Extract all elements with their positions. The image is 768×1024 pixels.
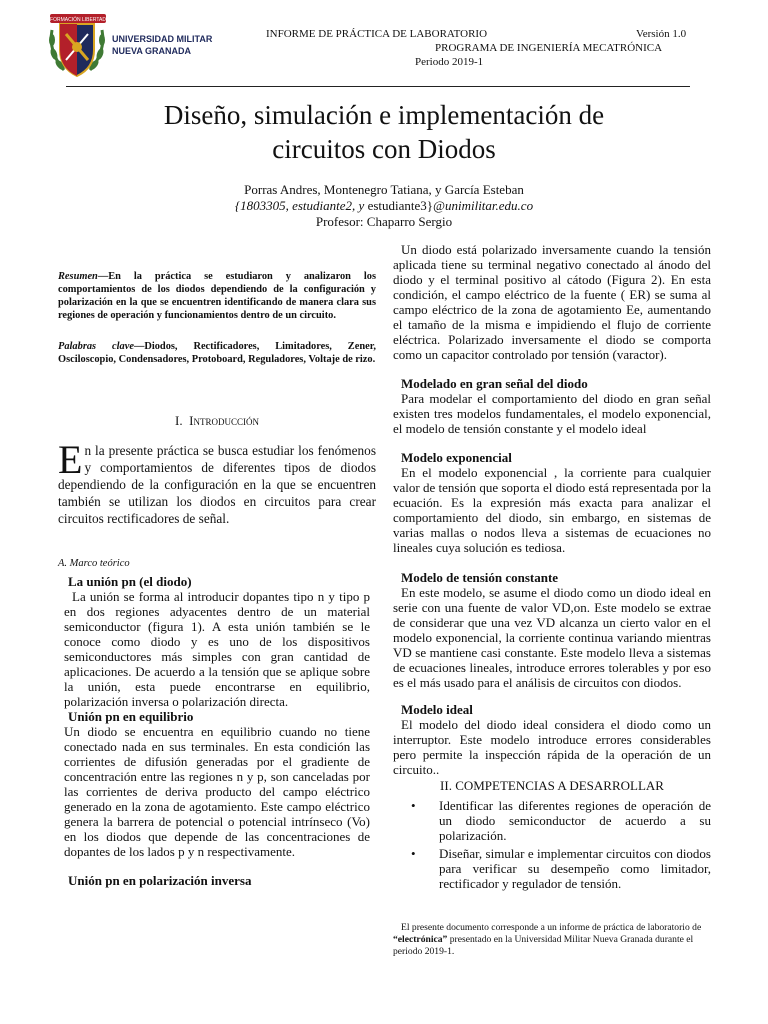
paper-title (60, 98, 708, 166)
exponential-block (393, 450, 711, 555)
intro-text: n la presente práctica se busca estudiar los fenómenos y comportamientos de diferentes tipos de diodos dependiendo de la configuración en la que se encuentren también se utilizan los diodos en circuitos para crear circuitos rectificadores de señal. (58, 443, 376, 526)
large-signal-block (393, 376, 711, 436)
bullet-icon: • (411, 798, 416, 813)
keywords-text: —Diodos, Rectificadores, Limitadores, Zener, Osciloscopio, Condensadores, Protoboard, Reguladores, Voltaje de rizo. (58, 341, 376, 365)
exponential-text: En el modelo exponencial , la corriente para cualquier valor de tensión que soporta el diodo está representada por la ecuación. Es la expresión más exacta para analizar el comportamiento del diodo, sin embargo, en sistemas de varias mallas o nodos lleva a sistemas de ecuaciones no lineales cuya solución es tediosa. (393, 465, 711, 555)
program-name: PROGRAMA DE INGENIERÍA MECATRÓNICA (435, 42, 663, 54)
logo-text-university: UNIVERSIDAD MILITAR (112, 34, 213, 44)
competency-item (393, 798, 711, 843)
abstract-text: —En la práctica se estudiaron y analizaron los comportamientos de los diodos dependiendo de la configuración y polarización en la que se encuentren identificando de manera clara sus regiones de operación y funcionamientos dentro de un circuito. (58, 271, 376, 321)
intro-paragraph (58, 437, 376, 527)
competency-text: Identificar las diferentes regiones de operación de un diodo semiconductor de acuerdo a su polarización. (439, 798, 711, 843)
section-title: Introducción (189, 413, 259, 428)
logo-banner-text: FORMACIÓN LIBERTAD (50, 17, 106, 23)
period: Periodo 2019-1 (415, 56, 484, 68)
equilibrium-text: Un diodo se encuentra en equilibrio cuando no tiene conectado nada en sus terminales. En esta condición las corrientes de difusión generadas por el gradiente de concentración entre las regiones n y p, son canceladas por las corrientes de deriva producto del campo eléctrico generado en la zona de agotamiento. Este campo eléctrico genera la barrera de potencial o potencial intrínseco (Vo) en los diodos que depende de las concentraciones de dopantes de los lados p y n respectivamente. (64, 724, 370, 859)
report-type: INFORME DE PRÁCTICA DE LABORATORIO (266, 28, 488, 40)
section-introduction-heading (58, 413, 376, 429)
bullet-icon: • (411, 846, 416, 861)
section-number: I. (175, 413, 183, 428)
ideal-block (393, 702, 711, 777)
reverse-paragraph (393, 242, 711, 362)
logo-text-nueva-granada: NUEVA GRANADA (112, 46, 192, 56)
union-text: La unión se forma al introducir dopantes tipo n y tipo p en dos regiones adyacentes dentro de un material semiconductor (figura 1). A esta unión también se le conoce como diodo y es uno de los dispositivos semiconductores más simples con gran cantidad de aplicaciones. De acuerdo a la tensión que se aplique sobre la unión, esta puede encontrarse en equilibrio, polarización inversa o polarización directa. (64, 589, 370, 709)
equilibrium-block (64, 709, 370, 859)
constant-block (393, 570, 711, 690)
exponential-title: Modelo exponencial (401, 450, 512, 465)
ideal-text: El modelo del diodo ideal considera el diodo como un interruptor. Este modelo introduce errores considerables pero permite la inspección rápida de la operación de un circuito.. (393, 717, 711, 777)
author-names: Porras Andres, Montenegro Tatiana, y García Esteban (244, 182, 524, 197)
emails-plain: estudiante3} (364, 198, 434, 213)
equilibrium-title: Unión pn en equilibrio (68, 709, 194, 724)
title-line-2: circuitos con Diodos (272, 134, 496, 164)
title-line-1: Diseño, simulación e implementación de (163, 100, 605, 130)
footnote (393, 922, 711, 958)
university-logo (44, 10, 213, 84)
section-competencies-heading: II. COMPETENCIAS A DESARROLLAR (440, 778, 664, 793)
union-title: La unión pn (el diodo) (68, 574, 192, 589)
constant-text: En este modelo, se asume el diodo como un diodo ideal en serie con una fuente de valor VD,on. Este modelo se extrae de considerar que una vez VD alcanza un cierto valor en el modelo exponencial, la corriente continua variando mientras VD se mantiene casi constante. Este modelo lleva a sistemas de ecuaciones lineales, introduce errores tolerables y por eso es el más usado para el análisis de circuitos con diodos. (393, 585, 711, 690)
author-emails (100, 198, 668, 214)
competency-text: Diseñar, simular e implementar circuitos con diodos para verificar su desempeño como limitador, rectificador y regulador de tensión. (439, 846, 711, 891)
version: Versión 1.0 (636, 28, 687, 40)
large-signal-title: Modelado en gran señal del diodo (401, 376, 588, 391)
footnote-text-after: presentado en la Universidad Militar Nueva Granada durante el periodo 2019-1. (393, 934, 694, 957)
emails-italic: {1803305, estudiante2, y (234, 198, 365, 213)
header-divider (66, 86, 690, 87)
professor: Profesor: Chaparro Sergio (315, 214, 453, 229)
abstract-label: Resumen (58, 271, 98, 282)
emails-domain: @unimilitar.edu.co (433, 198, 534, 213)
footnote-text-before: El presente documento corresponde a un informe de práctica de laboratorio de (401, 922, 702, 933)
competencies-list (393, 798, 711, 894)
reverse-text: Un diodo está polarizado inversamente cuando la tensión aplicada tiene su terminal negativo conectado al ánodo del diodo y el terminal positivo al cátodo (Figura 2). En esta condición, el campo eléctrico de la fuente ( ER) se suma al campo eléctrico de la zona de agotamiento Ee, aumentando el tamaño de la misma e impidiendo el flujo de corriente eléctrica. Polarizado inversamente el diodo se comporta como un capacitor controlado por tensión (varactor). (393, 242, 711, 362)
keywords (58, 340, 376, 366)
competency-item (393, 846, 711, 891)
subsection-theory-heading: A. Marco teórico (58, 558, 130, 569)
ideal-title: Modelo ideal (401, 702, 473, 717)
constant-title: Modelo de tensión constante (401, 570, 559, 585)
university-crest-icon (44, 10, 213, 84)
footnote-quoted: “electrónica” (393, 934, 448, 945)
union-block (64, 574, 370, 709)
keywords-label: Palabras clave (58, 341, 134, 352)
reverse-title: Unión pn en polarización inversa (68, 873, 252, 888)
drop-cap: E (58, 437, 83, 482)
large-signal-text: Para modelar el comportamiento del diodo en gran señal existen tres modelos fundamentales, el modelo exponencial, el modelo de tensión constante y el modelo ideal (393, 391, 711, 436)
abstract (58, 270, 376, 322)
